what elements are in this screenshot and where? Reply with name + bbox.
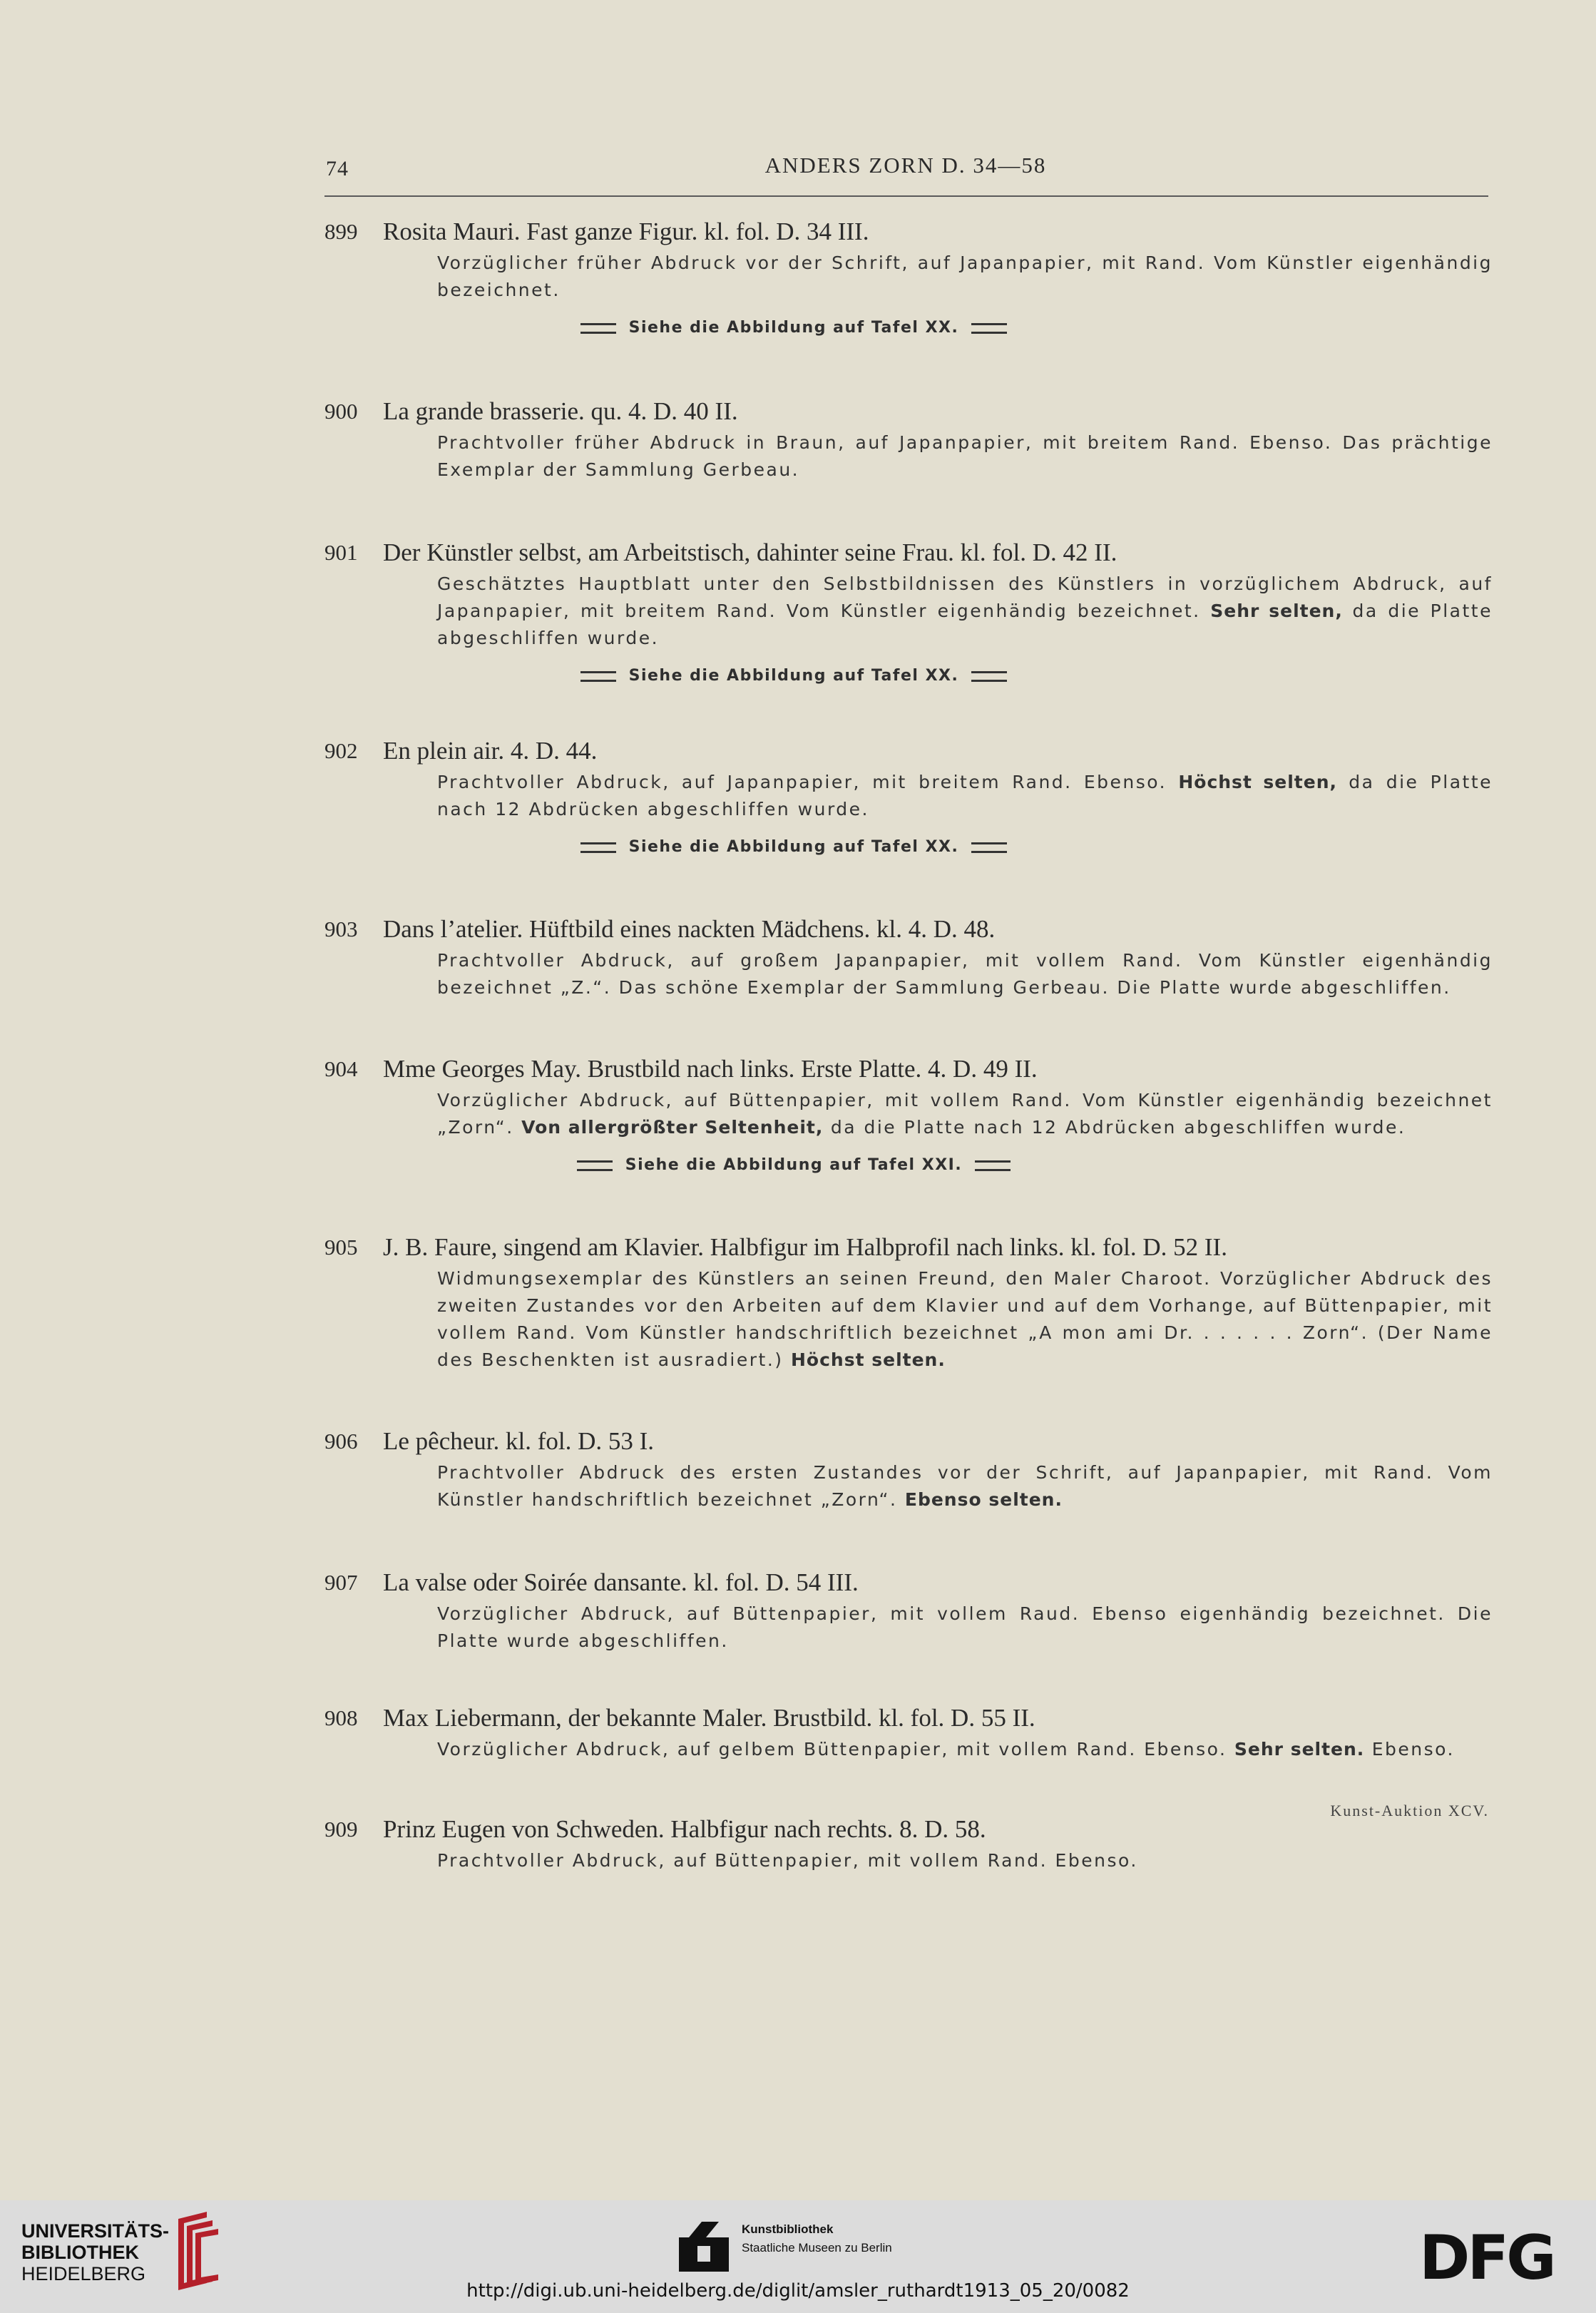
uni-line-3: HEIDELBERG — [21, 2263, 146, 2284]
footer-band — [0, 2200, 1596, 2313]
lot-title: La grande brasserie. qu. 4. D. 40 II. — [383, 397, 738, 425]
description-text: Ebenso. — [1364, 1739, 1455, 1760]
permalink-url[interactable]: http://digi.ub.uni-heidelberg.de/diglit/amsler_ruthardt1913_05_20/0082 — [466, 2280, 1130, 2302]
lot-number: 899 — [324, 219, 358, 244]
catalogue-entry — [324, 1424, 1494, 1513]
ornament-bars — [580, 671, 616, 682]
lot-description — [437, 947, 1493, 1001]
entry-heading — [324, 1051, 1494, 1087]
lot-title: Mme Georges May. Brustbild nach links. Erste Platte. 4. D. 49 II. — [383, 1055, 1038, 1083]
catalogue-entry — [324, 535, 1494, 690]
lot-number: 901 — [324, 540, 358, 565]
description-text: Prachtvoller Abdruck, auf Büttenpapier, mit vollem Rand. Ebenso. — [437, 1850, 1138, 1871]
lot-number: 900 — [324, 399, 358, 424]
entry-heading — [324, 1230, 1494, 1265]
entry-heading — [324, 394, 1494, 429]
lot-description — [437, 1736, 1493, 1763]
lot-description — [437, 571, 1493, 652]
rarity-note: Höchst selten. — [790, 1349, 946, 1370]
rarity-note: Höchst selten, — [1178, 772, 1338, 792]
running-title: ANDERS ZORN D. 34—58 — [764, 153, 1047, 178]
description-text: Vorzüglicher Abdruck, auf gelbem Büttenpapier, mit vollem Rand. Ebenso. — [437, 1739, 1234, 1760]
entry-heading — [324, 535, 1494, 571]
rarity-note: Sehr selten. — [1234, 1739, 1365, 1760]
lot-title: La valse oder Soirée dansante. kl. fol. D. 54 III. — [383, 1568, 859, 1596]
description-text: Prachtvoller Abdruck des ersten Zustandes vor der Schrift, auf Japanpapier, mit Rand. Vom Künstler handschriftlich bezeichnet „Zorn“. — [437, 1462, 1493, 1510]
catalogue-entry — [324, 1230, 1494, 1374]
catalogue-entry — [324, 1812, 1494, 1874]
catalogue-entry — [324, 1565, 1494, 1655]
description-text: Prachtvoller früher Abdruck in Braun, auf Japanpapier, mit breitem Rand. Ebenso. Das prächtige Exemplar der Sammlung Gerbeau. — [437, 432, 1493, 480]
rarity-note: Von allergrößter Seltenheit, — [521, 1117, 824, 1138]
uni-heidelberg-logo-text[interactable] — [21, 2220, 169, 2284]
plate-reference — [437, 314, 1150, 342]
entry-heading — [324, 1700, 1494, 1736]
catalogue-entry — [324, 214, 1494, 342]
kb-name: Kunstbibliothek — [742, 2222, 834, 2236]
entry-heading — [324, 1812, 1494, 1847]
entry-heading — [324, 733, 1494, 769]
description-text: Vorzüglicher früher Abdruck vor der Schrift, auf Japanpapier, mit Rand. Vom Künstler eigenhändig bezeichnet. — [437, 252, 1493, 300]
description-text: Widmungsexemplar des Künstlers an seinen Freund, den Maler Charoot. Vorzüglicher Abdruck des zweiten Zustandes vor den Arbeiten auf dem Klavier und auf dem Vorhange, auf Büttenpapier, mit vollem Rand. Vom Künstler handschriftlich bezeichnet „A mon ami Dr. . . . . . . Zorn“. (Der Name des Beschenkten ist ausradiert.) — [437, 1268, 1493, 1370]
uni-line-2: BIBLIOTHEK — [21, 2242, 139, 2263]
lot-number: 902 — [324, 738, 358, 763]
ornament-bars — [971, 842, 1007, 853]
plate-reference-text: Siehe die Abbildung auf Tafel XX. — [628, 667, 959, 685]
catalogue-entry — [324, 394, 1494, 484]
lot-description — [437, 1087, 1493, 1141]
ornament-bars — [580, 842, 616, 853]
lot-description — [437, 250, 1493, 304]
lot-title: Prinz Eugen von Schweden. Halbfigur nach rechts. 8. D. 58. — [383, 1815, 986, 1843]
kunstbibliothek-logo-icon[interactable] — [679, 2222, 729, 2272]
lot-description — [437, 1459, 1493, 1513]
catalogue-entry — [324, 912, 1494, 1001]
ornament-bars — [580, 323, 616, 334]
description-text: Vorzüglicher Abdruck, auf Büttenpapier, mit vollem Raud. Ebenso eigenhändig bezeichnet. Die Platte wurde abgeschliffen. — [437, 1603, 1493, 1651]
plate-reference — [437, 1151, 1150, 1180]
lot-description — [437, 1600, 1493, 1655]
ornament-bars — [971, 671, 1007, 682]
plate-reference-text: Siehe die Abbildung auf Tafel XX. — [628, 838, 959, 856]
entry-heading — [324, 1565, 1494, 1600]
description-text: da die Platte nach 12 Abdrücken abgeschliffen wurde. — [823, 1117, 1406, 1138]
plate-reference — [437, 833, 1150, 862]
page-number: 74 — [326, 157, 349, 180]
kb-subtitle: Staatliche Museen zu Berlin — [742, 2241, 892, 2255]
lot-number: 908 — [324, 1705, 358, 1730]
ornament-bars — [577, 1160, 613, 1171]
rarity-note: Ebenso selten. — [904, 1489, 1063, 1510]
running-head — [324, 147, 1487, 190]
lot-number: 903 — [324, 916, 358, 941]
lot-title: Le pêcheur. kl. fol. D. 53 I. — [383, 1427, 655, 1455]
entry-heading — [324, 912, 1494, 947]
description-text: da die Platte abgeschliffen wurde. — [437, 601, 1493, 648]
signature-mark: Kunst-Auktion XCV. — [1330, 1802, 1489, 1819]
lot-description — [437, 429, 1493, 484]
lot-title: Der Künstler selbst, am Arbeitstisch, dahinter seine Frau. kl. fol. D. 42 II. — [383, 538, 1117, 566]
description-text: Vorzüglicher Abdruck, auf Büttenpapier, mit vollem Rand. Vom Künstler eigenhändig bezeichnet „Zorn“. — [437, 1090, 1493, 1138]
entry-heading — [324, 1424, 1494, 1459]
kunstbibliothek-text[interactable] — [742, 2220, 892, 2257]
catalogue-entry — [324, 733, 1494, 862]
lot-number: 907 — [324, 1570, 358, 1595]
catalogue-entry — [324, 1700, 1494, 1763]
lot-description — [437, 1847, 1493, 1874]
lot-description — [437, 769, 1493, 823]
header-rule — [324, 195, 1488, 197]
description-text: Geschätztes Hauptblatt unter den Selbstbildnissen des Künstlers in vorzüglichem Abdruck, auf Japanpapier, mit breitem Rand. Vom Künstler eigenhändig bezeichnet. — [437, 573, 1493, 621]
dfg-logo-icon[interactable] — [1419, 2229, 1569, 2283]
lot-title: Max Liebermann, der bekannte Maler. Brustbild. kl. fol. D. 55 II. — [383, 1704, 1035, 1732]
lot-number: 905 — [324, 1235, 358, 1260]
description-text: Prachtvoller Abdruck, auf großem Japanpapier, mit vollem Rand. Vom Künstler eigenhändig bezeichnet „Z.“. Das schöne Exemplar der Sammlung Gerbeau. Die Platte wurde abgeschliffen. — [437, 950, 1493, 998]
plate-reference — [437, 662, 1150, 690]
plate-reference-text: Siehe die Abbildung auf Tafel XXI. — [625, 1156, 963, 1174]
lot-title: Dans l’atelier. Hüftbild eines nackten Mädchens. kl. 4. D. 48. — [383, 915, 996, 943]
lot-title: En plein air. 4. D. 44. — [383, 737, 598, 765]
plate-reference-text: Siehe die Abbildung auf Tafel XX. — [628, 319, 959, 337]
uni-line-1: UNIVERSITÄTS- — [21, 2220, 170, 2242]
dfg-logo-text: DFG — [1419, 2229, 1554, 2283]
catalogue-entries — [324, 214, 1494, 1874]
lot-number: 906 — [324, 1429, 358, 1454]
ornament-bars — [971, 323, 1007, 334]
catalogue-entry — [324, 1051, 1494, 1180]
entry-heading — [324, 214, 1494, 250]
lot-description — [437, 1265, 1493, 1374]
description-text: da die Platte nach 12 Abdrücken abgeschliffen wurde. — [437, 772, 1493, 819]
lot-number: 904 — [324, 1056, 358, 1081]
lot-title: Rosita Mauri. Fast ganze Figur. kl. fol. D. 34 III. — [383, 218, 869, 245]
lot-title: J. B. Faure, singend am Klavier. Halbfigur im Halbprofil nach links. kl. fol. D. 52 II. — [383, 1233, 1227, 1261]
lot-number: 909 — [324, 1817, 358, 1842]
description-text: Prachtvoller Abdruck, auf Japanpapier, mit breitem Rand. Ebenso. — [437, 772, 1179, 792]
ornament-bars — [975, 1160, 1011, 1171]
rarity-note: Sehr selten, — [1210, 601, 1343, 621]
